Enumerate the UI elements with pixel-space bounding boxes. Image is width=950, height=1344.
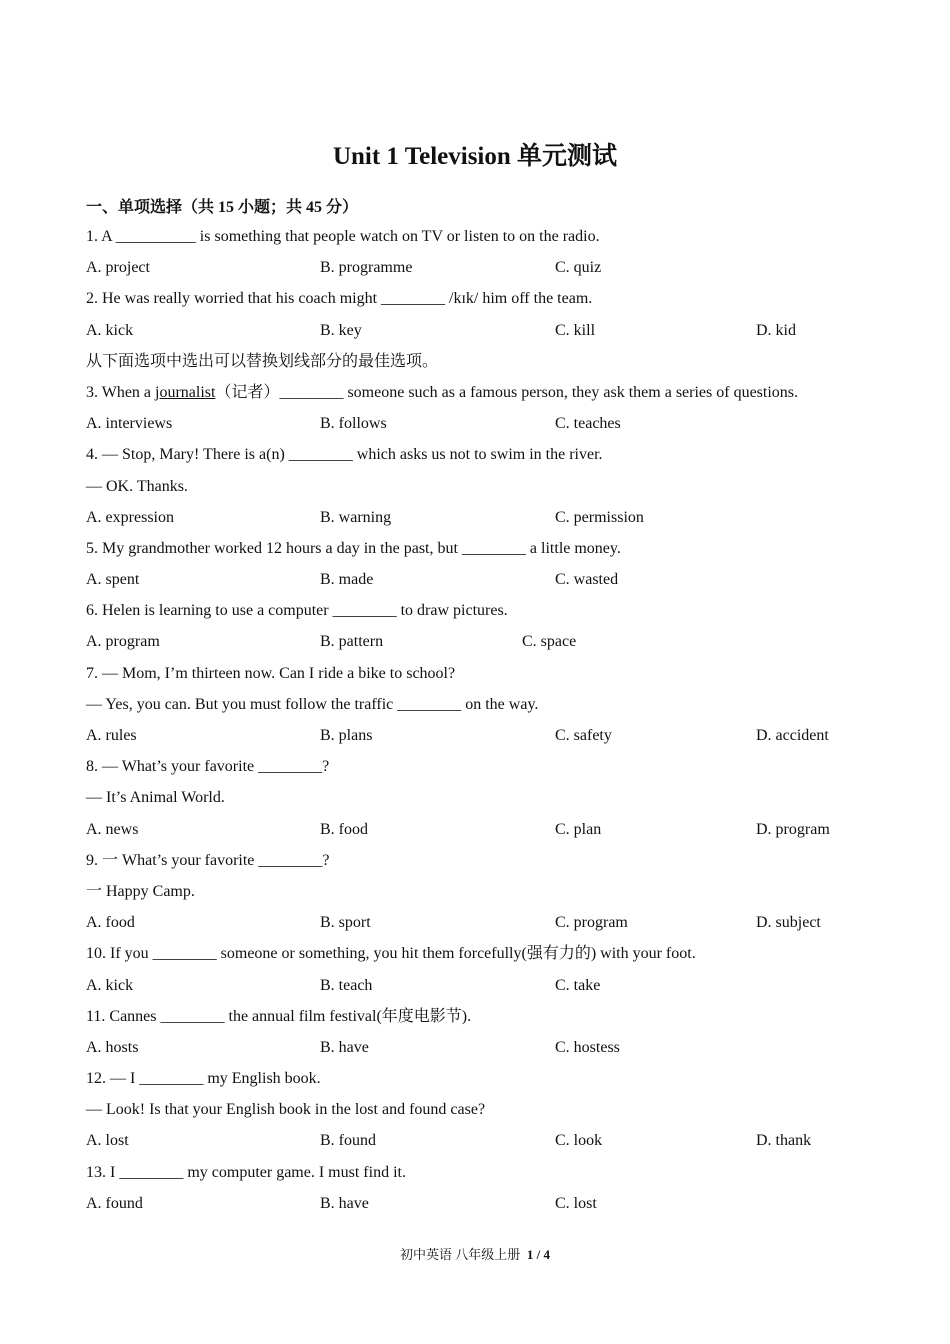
options-row: [86, 970, 886, 1001]
options-row: [86, 564, 886, 595]
question-reply: — Yes, you can. But you must follow the traffic ________ on the way.: [86, 695, 539, 713]
option: B. have: [320, 1194, 369, 1212]
option: C. quiz: [555, 259, 602, 277]
option: D. accident: [756, 727, 829, 744]
option: B. plans: [320, 727, 373, 744]
option: C. look: [555, 1132, 603, 1150]
option: D. kid: [756, 321, 796, 339]
option: A. hosts: [86, 1038, 139, 1056]
option: B. pattern: [320, 633, 384, 651]
question-stem: 2. He was really worried that his coach might ________ /kɪk/ him off the team.: [86, 290, 593, 308]
option: A. spent: [86, 571, 140, 589]
options-row: [86, 502, 886, 533]
option: B. key: [320, 321, 362, 339]
option: B. programme: [320, 259, 413, 277]
option: A. news: [86, 820, 139, 838]
option: D. thank: [756, 1132, 812, 1150]
option: C. teaches: [555, 415, 621, 433]
option: A. program: [86, 633, 160, 651]
option: C. plan: [555, 820, 602, 838]
underlined-word: journalist: [155, 383, 216, 401]
option: C. space: [522, 633, 577, 651]
options-row: [86, 252, 886, 283]
option: B. made: [320, 571, 374, 589]
instruction-note: 从下面选项中选出可以替换划线部分的最佳选项。: [86, 352, 439, 370]
option: D. program: [756, 820, 830, 838]
option: A. found: [86, 1194, 143, 1212]
option: C. take: [555, 976, 601, 994]
options-row: [86, 1125, 886, 1156]
option: A. kick: [86, 976, 134, 994]
question-stem: 10. If you ________ someone or something, you hit them forcefully(强有力的) with your foot.: [86, 945, 696, 963]
question-stem: 4. — Stop, Mary! There is a(n) ________ which asks us not to swim in the river.: [86, 446, 603, 464]
options-row: [86, 626, 886, 657]
option: C. kill: [555, 321, 596, 339]
option: C. permission: [555, 508, 644, 526]
footer-label: 初中英语 八年级上册: [400, 1247, 521, 1262]
option: C. program: [555, 914, 628, 932]
options-row: [86, 1032, 886, 1063]
question-list: [86, 221, 886, 1219]
page-footer: [0, 1244, 950, 1263]
option: A. expression: [86, 508, 174, 526]
option: C. safety: [555, 727, 612, 744]
option: A. rules: [86, 727, 137, 744]
option: C. lost: [555, 1194, 597, 1212]
option: B. found: [320, 1132, 376, 1150]
question-reply: — OK. Thanks.: [86, 477, 188, 495]
question-stem: 7. — Mom, I’m thirteen now. Can I ride a bike to school?: [86, 664, 456, 682]
options-row: [86, 408, 886, 439]
question-stem: 9. 一 What’s your favorite ________?: [86, 851, 330, 869]
question-stem: 6. Helen is learning to use a computer ________ to draw pictures.: [86, 602, 508, 620]
option: C. hostess: [555, 1038, 620, 1056]
question-stem: 13. I ________ my computer game. I must find it.: [86, 1163, 406, 1181]
question-stem: 3. When a journalist（记者）________ someone such as a famous person, they ask them a series of questions.: [86, 383, 799, 401]
question-reply: — It’s Animal World.: [86, 789, 225, 807]
options-row: [86, 315, 886, 346]
option: A. food: [86, 914, 135, 932]
question-reply: 一 Happy Camp.: [86, 882, 195, 900]
page-number: 1: [526, 1247, 534, 1262]
question-stem: 8. — What’s your favorite ________?: [86, 758, 330, 776]
page-separator: /: [536, 1247, 541, 1262]
question-stem: 1. A __________ is something that people watch on TV or listen to on the radio.: [86, 228, 600, 245]
question-stem: 11. Cannes ________ the annual film festival(年度电影节).: [86, 1007, 472, 1025]
page-title: Unit 1 Television 单元测试: [332, 143, 618, 170]
options-row: [86, 1188, 886, 1219]
question-reply: — Look! Is that your English book in the lost and found case?: [86, 1101, 486, 1119]
option: B. warning: [320, 508, 392, 526]
option: B. follows: [320, 415, 387, 433]
options-row: [86, 814, 886, 845]
option: B. teach: [320, 976, 373, 994]
question-stem: 5. My grandmother worked 12 hours a day in the past, but ________ a little money.: [86, 539, 621, 557]
page-total: 4: [543, 1247, 550, 1262]
option: A. kick: [86, 321, 134, 339]
option: A. interviews: [86, 415, 173, 433]
question-stem: 12. — I ________ my English book.: [86, 1070, 321, 1088]
option: C. wasted: [555, 571, 619, 589]
section-heading: 一、单项选择（共 15 小题；共 45 分）: [86, 199, 359, 216]
option: B. sport: [320, 914, 371, 932]
option: B. food: [320, 820, 368, 838]
options-row: [86, 907, 886, 938]
option: A. project: [86, 259, 150, 277]
option: D. subject: [756, 914, 821, 932]
option: A. lost: [86, 1132, 129, 1150]
option: B. have: [320, 1038, 369, 1056]
options-row: [86, 720, 886, 751]
